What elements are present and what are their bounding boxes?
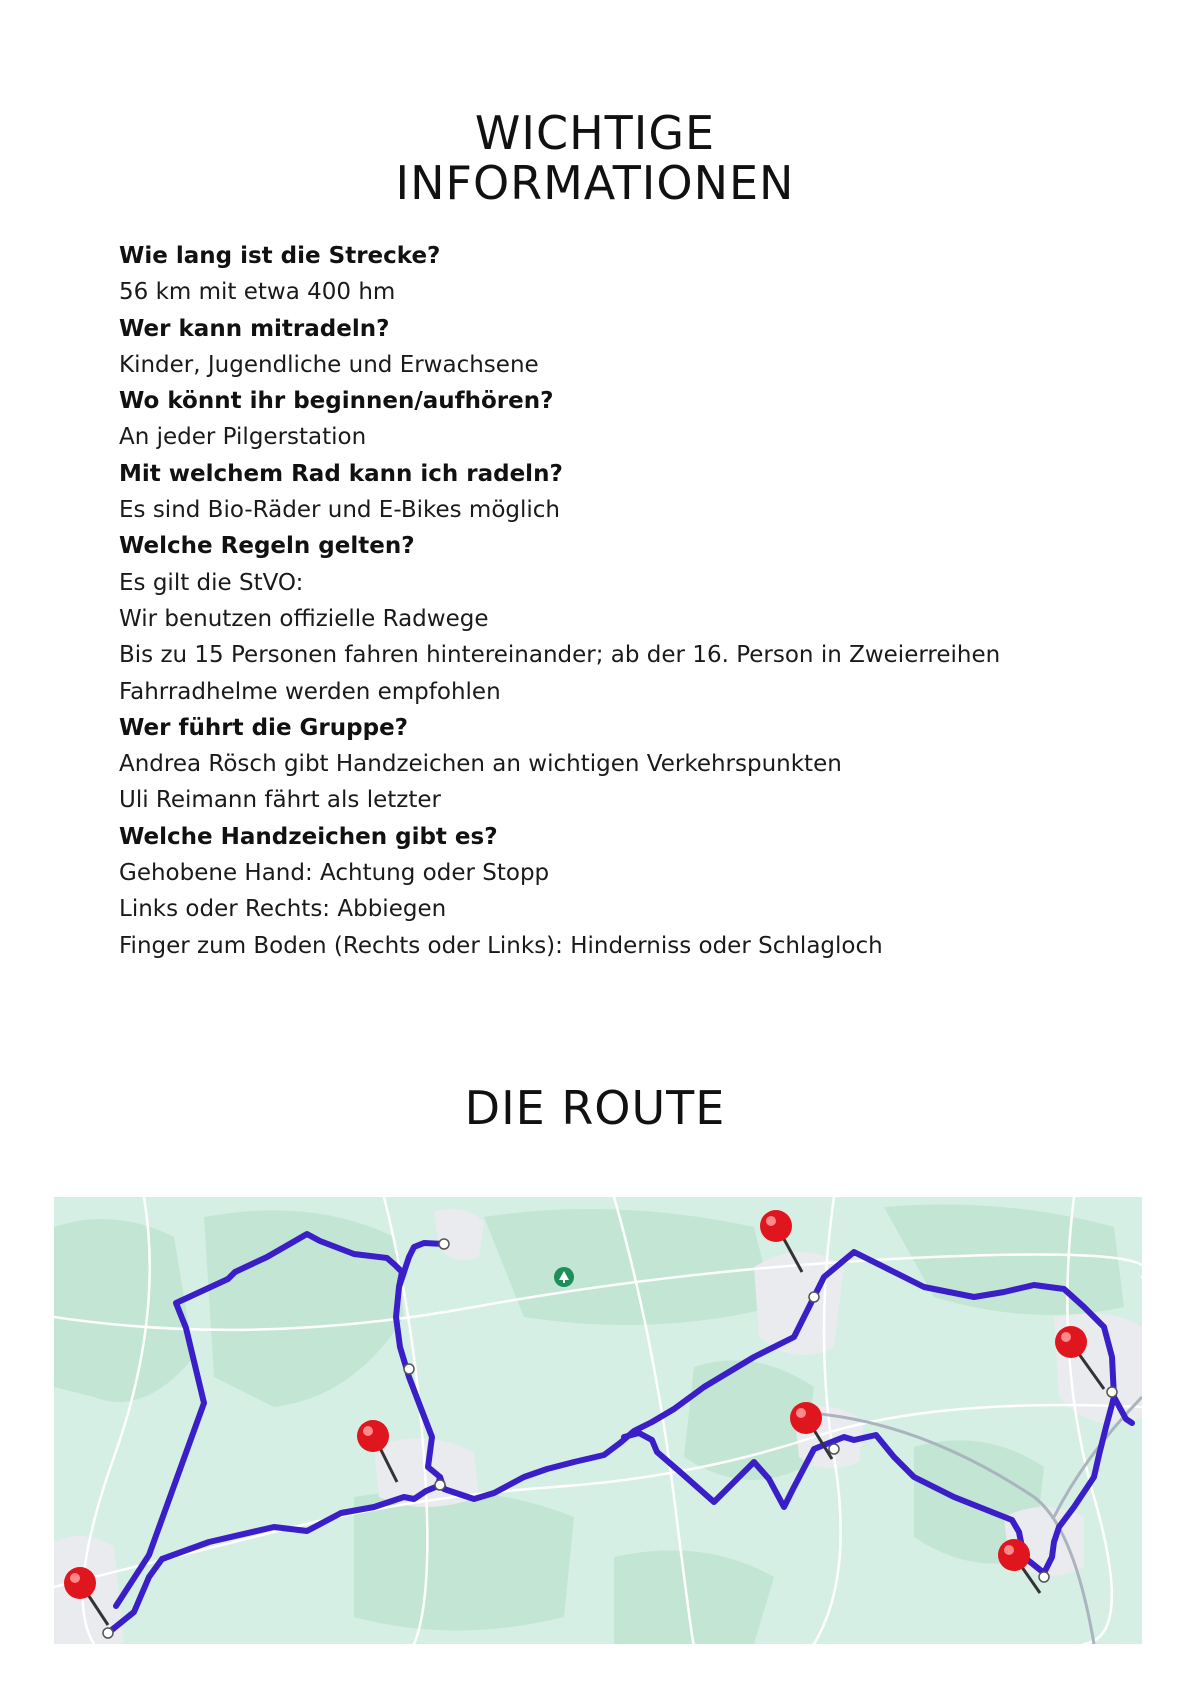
answer-rules-3: Bis zu 15 Personen fahren hintereinander; ab der 16. Person in Zweierreihen: [119, 642, 1001, 669]
route-map: [54, 1197, 1142, 1644]
answer-hand-signals-3: Finger zum Boden (Rechts oder Links): Hinderniss oder Schlagloch: [119, 932, 883, 959]
question-participants: Wer kann mitradeln?: [119, 315, 390, 342]
question-group-lead: Wer führt die Gruppe?: [119, 714, 409, 741]
page-title: [0, 108, 1190, 208]
info-list: [119, 238, 1079, 964]
answer-rules-2: Wir benutzen offizielle Radwege: [119, 605, 489, 632]
title-line-2: INFORMATIONEN: [395, 156, 795, 210]
question-length: Wie lang ist die Strecke?: [119, 243, 441, 269]
answer-start-end: An jeder Pilgerstation: [119, 424, 367, 451]
route-map-svg: [54, 1197, 1142, 1644]
question-bike-type: Mit welchem Rad kann ich radeln?: [119, 460, 563, 487]
question-hand-signals: Welche Handzeichen gibt es?: [119, 823, 498, 850]
answer-hand-signals-1: Gehobene Hand: Achtung oder Stopp: [119, 860, 550, 887]
answer-group-lead-2: Uli Reimann fährt als letzter: [119, 787, 441, 814]
question-rules: Welche Regeln gelten?: [119, 533, 415, 560]
answer-bike-type: Es sind Bio-Räder und E-Bikes möglich: [119, 497, 561, 524]
answer-rules-4: Fahrradhelme werden empfohlen: [119, 678, 501, 705]
title-line-1: WICHTIGE: [474, 106, 716, 160]
answer-length: 56 km mit etwa 400 hm: [119, 279, 396, 306]
answer-participants: Kinder, Jugendliche und Erwachsene: [119, 351, 539, 378]
answer-rules-1: Es gilt die StVO:: [119, 569, 304, 596]
route-title: DIE ROUTE: [464, 1081, 726, 1135]
question-start-end: Wo könnt ihr beginnen/aufhören?: [119, 388, 554, 415]
park-icon: [554, 1267, 574, 1287]
answer-group-lead-1: Andrea Rösch gibt Handzeichen an wichtigen Verkehrspunkten: [119, 751, 842, 778]
answer-hand-signals-2: Links oder Rechts: Abbiegen: [119, 896, 447, 923]
